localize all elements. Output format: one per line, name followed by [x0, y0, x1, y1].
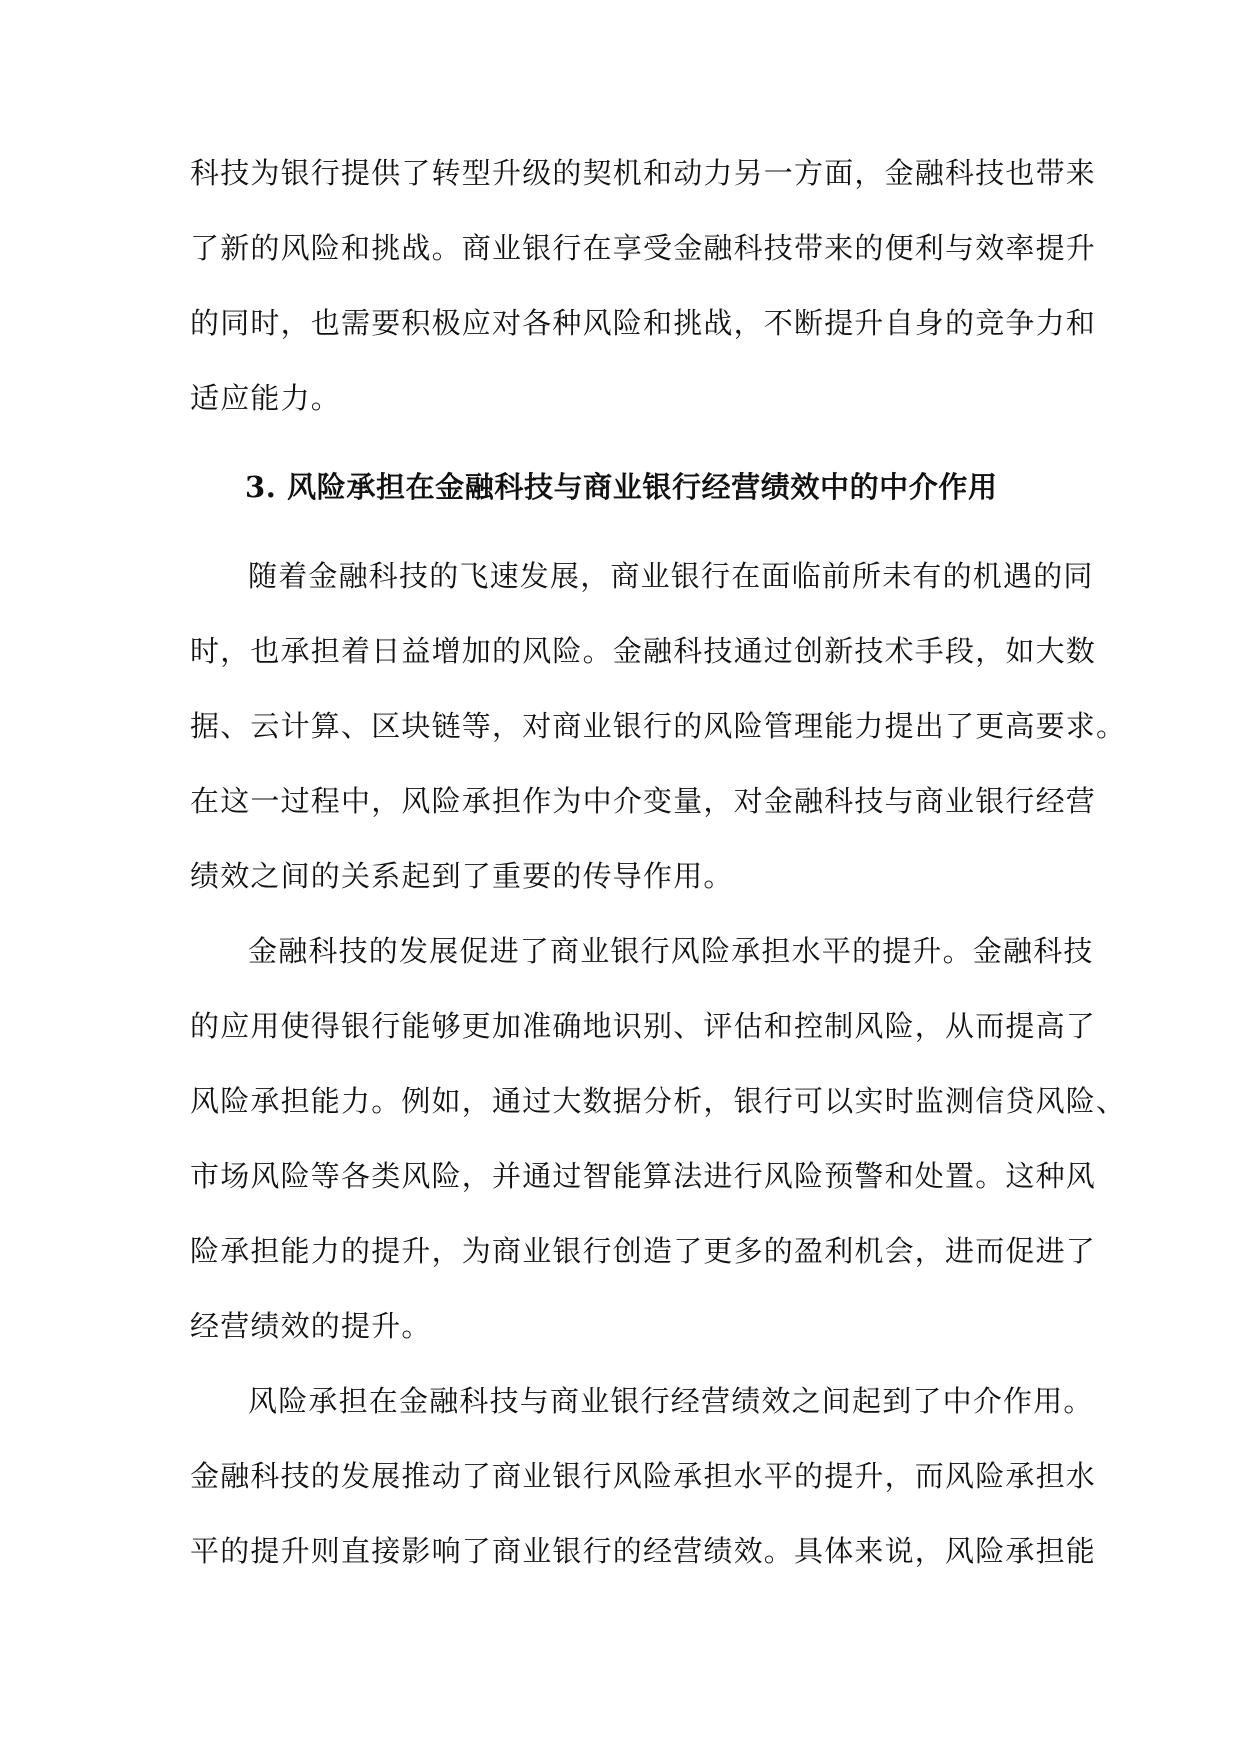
text-line: 随着金融科技的飞速发展，商业银行在面临前所未有的机遇的同 — [248, 559, 1094, 593]
paragraph-1 — [190, 539, 1127, 914]
text-line: 险承担能力的提升，为商业银行创造了更多的盈利机会，进而促进了 — [190, 1234, 1097, 1268]
section-heading: 3. 风险承担在金融科技与商业银行经营绩效中的中介作用 — [245, 470, 998, 504]
text-line: 风险承担在金融科技与商业银行经营绩效之间起到了中介作用。 — [248, 1384, 1094, 1418]
text-line: 金融科技的发展促进了商业银行风险承担水平的提升。金融科技 — [248, 934, 1094, 968]
text-line: 据、云计算、区块链等，对商业银行的风险管理能力提出了更高要求。 — [190, 709, 1127, 743]
text-line: 市场风险等各类风险，并通过智能算法进行风险预警和处置。这种风 — [190, 1159, 1097, 1193]
paragraph-3 — [190, 1364, 1097, 1589]
text-line: 的同时，也需要积极应对各种风险和挑战，不断提升自身的竞争力和 — [190, 306, 1097, 340]
text-line: 科技为银行提供了转型升级的契机和动力另一方面，金融科技也带来 — [190, 156, 1097, 190]
text-line: 在这一过程中，风险承担作为中介变量，对金融科技与商业银行经营 — [190, 784, 1097, 818]
text-line: 经营绩效的提升。 — [190, 1309, 432, 1343]
text-line: 金融科技的发展推动了商业银行风险承担水平的提升，而风险承担水 — [190, 1459, 1097, 1493]
text-line: 绩效之间的关系起到了重要的传导作用。 — [190, 859, 734, 893]
text-line: 了新的风险和挑战。商业银行在享受金融科技带来的便利与效率提升 — [190, 231, 1097, 265]
text-line: 风险承担能力。例如，通过大数据分析，银行可以实时监测信贷风险、 — [190, 1084, 1127, 1118]
text-line: 时，也承担着日益增加的风险。金融科技通过创新技术手段，如大数 — [190, 634, 1097, 668]
text-line: 的应用使得银行能够更加准确地识别、评估和控制风险，从而提高了 — [190, 1009, 1097, 1043]
paragraph-continuation — [190, 136, 1097, 436]
paragraph-2 — [190, 914, 1127, 1364]
document-page — [190, 136, 1127, 1589]
text-line: 适应能力。 — [190, 381, 342, 415]
text-line: 平的提升则直接影响了商业银行的经营绩效。具体来说，风险承担能 — [190, 1534, 1097, 1568]
